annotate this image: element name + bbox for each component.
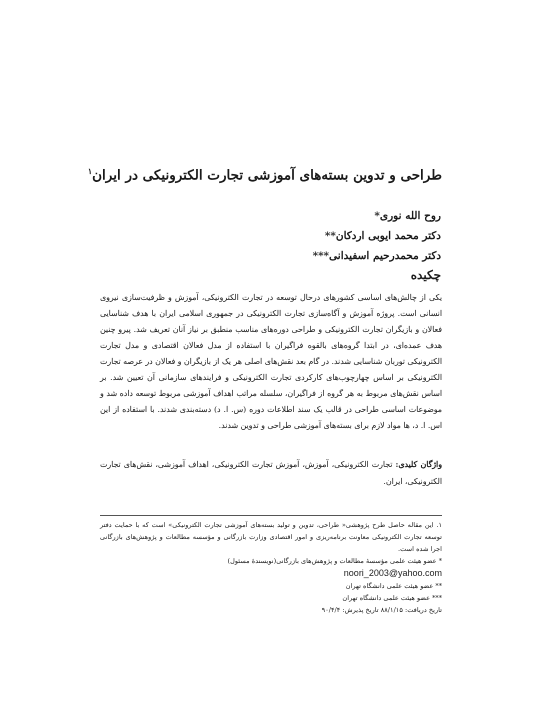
author-list [241,206,441,266]
keywords [100,456,442,490]
author-1: روح الله نوری* [374,210,441,222]
abstract-body: یکی از چالش‌های اساسی کشورهای درحال توسعه در تجارت الکترونیکی، آموزش و ظرفیت‌سازی نیروی انسانی است. پروژه آموزش و آگاه‌سازی تجارت الکترونیکی در جمهوری اسلامی ایران با هدف شناسایی فعالان و بازیگران تجارت الکترونیکی و طراحی دوره‌های مناسب منطبق بر نیاز آنان تعریف شد. پیرو چنین هدف عمده‌ای، در ابتدا گروه‌های بالقوه فراگیران با استفاده از مدل فعالان اقتصادی و مدل تجارت الکترونیکی توربان شناسایی شدند. در گام بعد نقش‌های اصلی هر یک از بازیگران و فعالان در عرصه تجارت الکترونیکی بر اساس چهارچوب‌های کارکردی تجارت الکترونیکی و فرایندهای سازمانی آن تعیین شد. بر اساس نقش‌های مربوط به هر گروه از فراگیران، سلسله مراتب اهداف آموزشی مربوط توسعه داده شد و موضوعات اساسی طراحی در قالب یک سند اطلاعات دوره (س. ا. د) دسته‌بندی شدند. با استفاده از این اس. ا. د، ها مواد لازم برای بسته‌های آموزشی طراحی و تدوین شدند. [100,293,442,430]
author-3: دکتر محمدرحیم اسفیدانی*** [312,250,441,262]
footnote-divider [100,515,442,516]
footnote-author-3: *** عضو هیئت علمی دانشگاه تهران [342,594,442,602]
footnotes [100,519,442,616]
footnote-author-2: ** عضو هیئت علمی دانشگاه تهران [345,582,442,590]
author-2: دکتر محمد ایوبی اردکان** [324,230,441,242]
abstract-heading: چکیده [410,268,441,282]
received-accepted-dates: تاریخ دریافت: ۸۸/۱/۱۵ تاریخ پذیرش: ۹۰/۴/۴ [321,606,442,614]
title-footnote-marker: ۱ [87,166,93,176]
footnote-project: ۱. این مقاله حاصل طرح پژوهشی« طراحی، تدوین و تولید بسته‌های آموزشی تجارت الکترونیکی» است که با حمایت دفتر توسعه تجارت الکترونیکی معاونت برنامه‌ریزی و امور اقتصادی وزارت بازرگانی و مؤسسه مطالعات و پژوهش‌های بازرگانی اجرا شده است. [100,521,442,553]
title-text: طراحی و تدوین بسته‌های آموزشی تجارت الکترونیکی در ایران [92,167,442,184]
paper-title [87,166,442,184]
keywords-label: واژگان کلیدی: [395,460,442,469]
footnote-author-1: * عضو هیئت علمی مؤسسهٔ مطالعات و پژوهش‌های بازرگانی(نویسندهٔ مسئول) [227,557,442,565]
keywords-text: تجارت الکترونیکی، آموزش، آموزش تجارت الکترونیکی، اهداف آموزشی، نقش‌های تجارت الکترونیکی، ایران. [100,460,442,486]
author-email[interactable]: noori_2003@yahoo.com [343,568,442,578]
